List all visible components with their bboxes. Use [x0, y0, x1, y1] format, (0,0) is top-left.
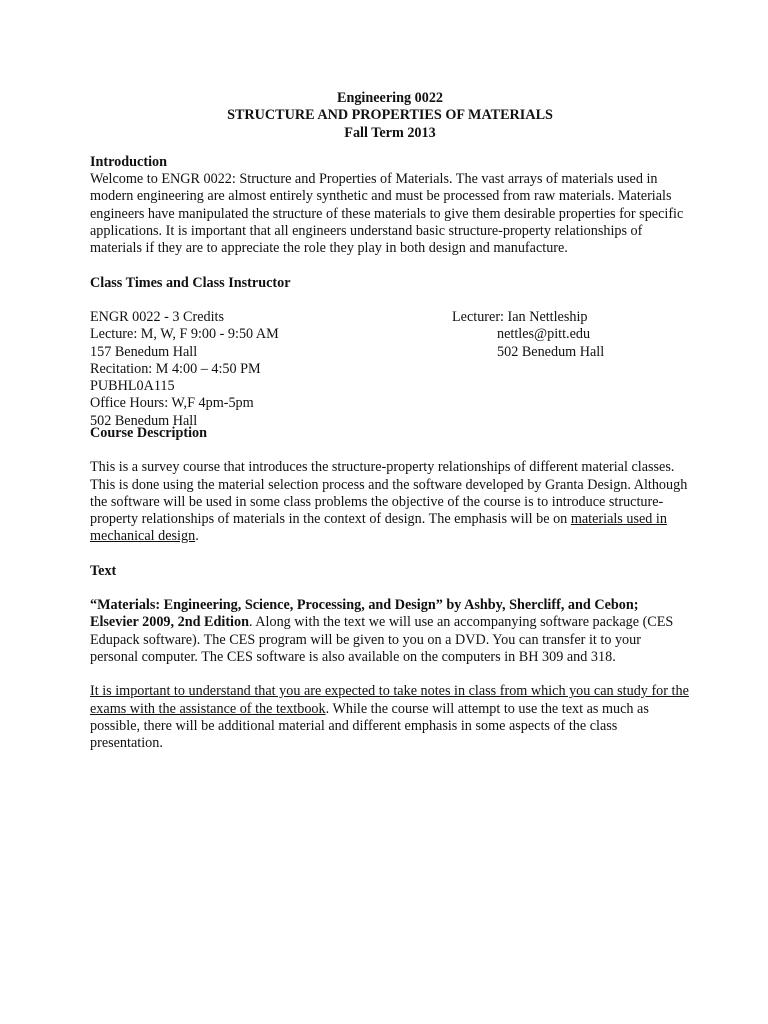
- notes-details: . While the course will attempt to use the text as much as possible, there will be additional material and different emphasis in some aspects of the class presentation.: [90, 700, 649, 752]
- schedule-line: 502 Benedum Hall: [90, 412, 198, 429]
- course-term: Fall Term 2013: [344, 124, 436, 141]
- lecturer-email: nettles@pitt.edu: [497, 326, 591, 343]
- schedule-line: 157 Benedum Hall: [90, 343, 198, 360]
- textbook-paragraph: [90, 597, 690, 666]
- course-description-emphasis: materials used in mechanical design: [90, 511, 667, 545]
- instructor-info: [452, 309, 692, 361]
- course-description-body: [90, 459, 690, 545]
- course-description-text: This is a survey course that introduces the structure-property relationships of different material classes. This is done using the material selection process and the software developed by Granta Design. Although the software will be used in some class problems the objective of the course is to introduce structure-property relationships of materials in the context of design. The emphasis will be on: [90, 459, 688, 528]
- schedule-line: ENGR 0022 - 3 Credits: [90, 308, 224, 325]
- schedule-line: PUBHL0A115: [90, 378, 175, 395]
- course-title: STRUCTURE AND PROPERTIES OF MATERIALS: [227, 107, 553, 124]
- textbook-title: “Materials: Engineering, Science, Processing, and Design” by Ashby, Shercliff, and Cebon; Elsevier 2009, 2nd Edition: [90, 597, 639, 631]
- class-schedule: [90, 309, 420, 430]
- notes-emphasis: It is important to understand that you are expected to take notes in class from which you can study for the exams with the assistance of the textbook: [90, 683, 689, 717]
- notes-paragraph: [90, 683, 690, 752]
- class-times-heading: Class Times and Class Instructor: [90, 274, 291, 291]
- text-heading: Text: [90, 562, 117, 579]
- class-times-block: [90, 308, 690, 429]
- course-description-end: .: [195, 528, 199, 545]
- lecturer-office: 502 Benedum Hall: [497, 343, 605, 360]
- course-number: Engineering 0022: [336, 90, 444, 106]
- lecturer-name: Lecturer: Ian Nettleship: [452, 308, 588, 325]
- course-description-heading: Course Description: [90, 424, 208, 441]
- introduction-body: Welcome to ENGR 0022: Structure and Properties of Materials. The vast arrays of materials used in modern engineering are almost entirely synthetic and must be processed from raw materials. Materials engineers have manipulated the structure of these materials to give them desirable properties for specific applications. It is important that all engineers understand basic structure-property relationships of materials if they are to appreciate the role they play in both design and manufacture.: [90, 171, 684, 257]
- document-page: [90, 90, 690, 752]
- schedule-line: Recitation: M 4:00 – 4:50 PM: [90, 360, 261, 377]
- schedule-line: Office Hours: W,F 4pm-5pm: [90, 395, 254, 412]
- introduction-heading: Introduction: [90, 153, 167, 170]
- schedule-line: Lecture: M, W, F 9:00 - 9:50 AM: [90, 326, 279, 343]
- textbook-details: . Along with the text we will use an accompanying software package (CES Edupack software). The CES program will be given to you on a DVD. You can transfer it to your personal computer. The CES software is also available on the computers in BH 309 and 318.: [90, 614, 674, 665]
